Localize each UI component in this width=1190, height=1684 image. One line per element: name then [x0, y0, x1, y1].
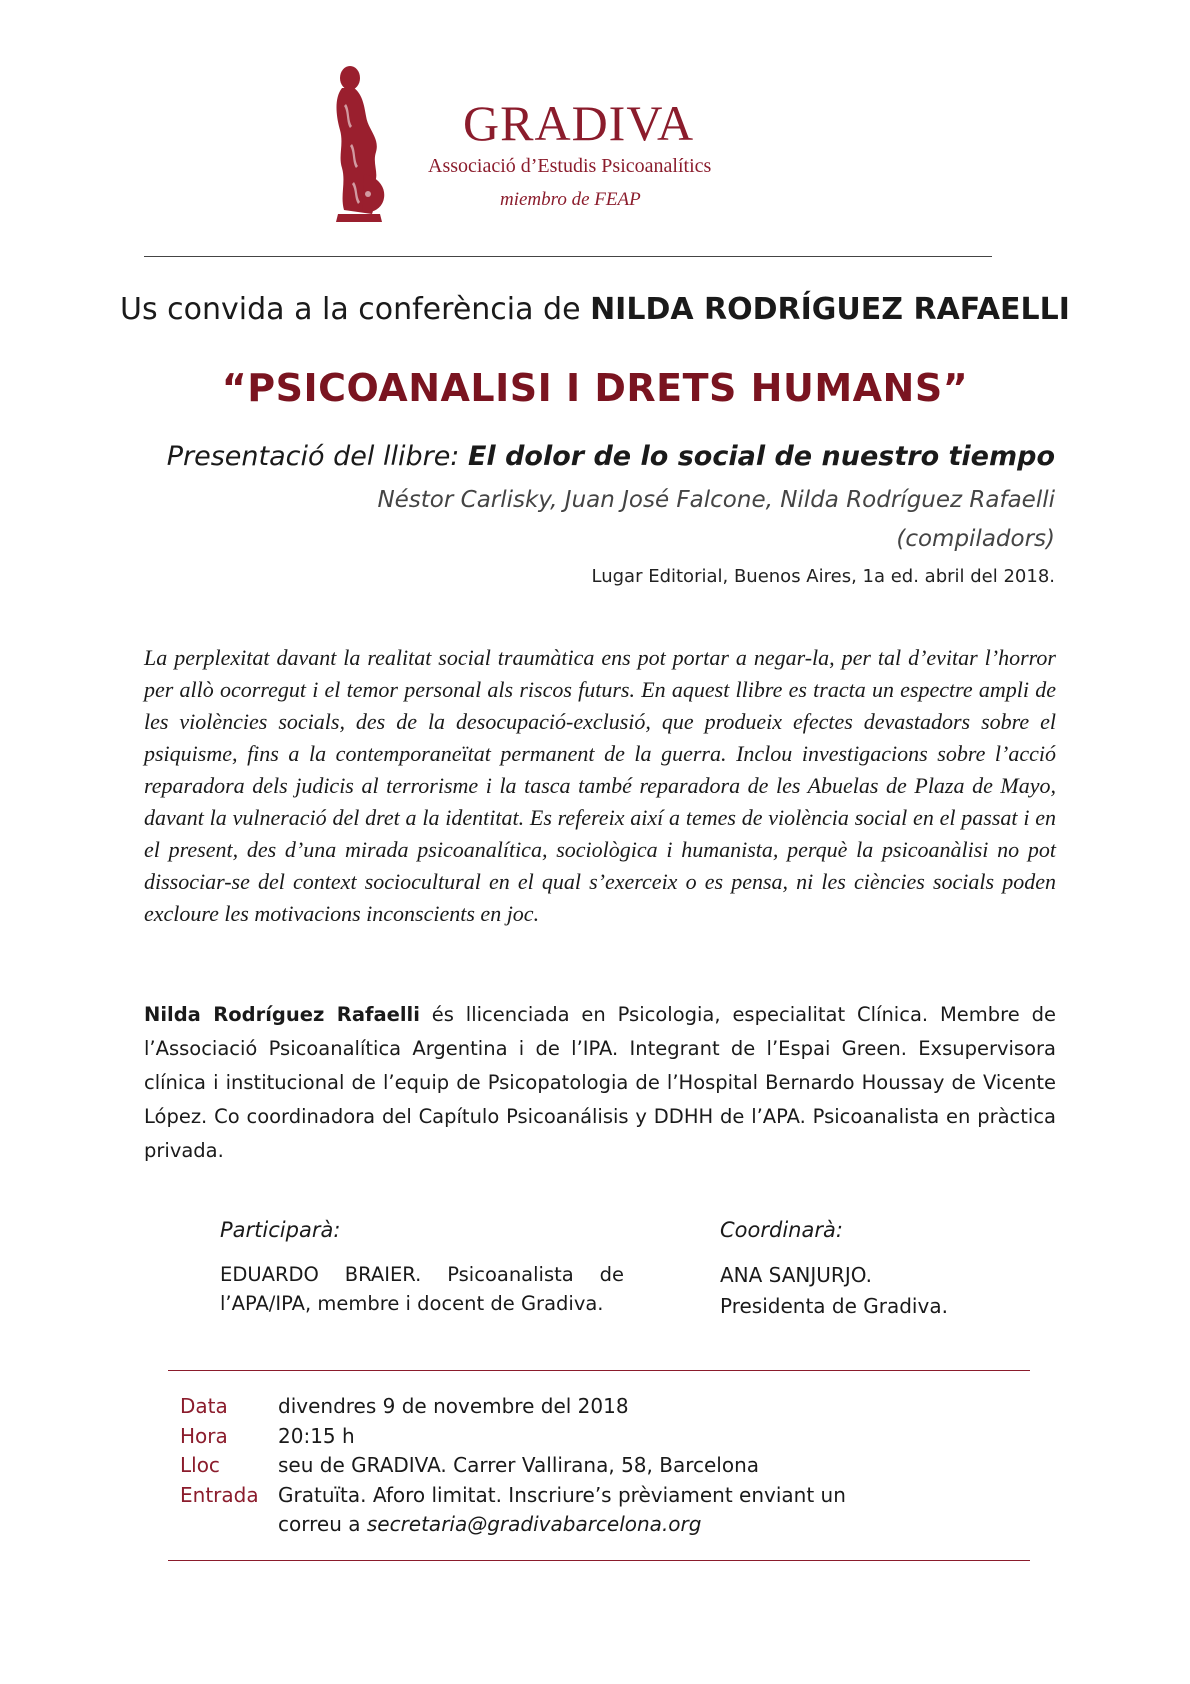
participant-heading: Participarà:	[220, 1218, 341, 1242]
conference-title: “PSICOANALISI I DRETS HUMANS”	[221, 366, 969, 410]
book-abstract: La perplexitat davant la realitat social traumàtica ens pot portar a negar-la, per tal d’evitar l’horror per allò ocorregut i el temor personal als riscos futurs. En aquest llibre es tracta un espectre ampli de les violències socials, des de la desocupació-exclusió, que produeix efectes devastadors sobre el psiquisme, fins a la contemporaneïtat permanent de la guerra. Inclou investigacions sobre l’acció reparadora dels judicis al terrorisme i la tasca també reparadora de les Abuelas de Plaza de Mayo, davant la vulneració del dret a la identitat. Es refereix així a temes de violència social en el passat i en el present, des d’una mirada psicoanalítica, sociològica i humanista, perquè la psicoanàlisi no pot dissociar-se del context sociocultural en el qual s’exerceix o es pensa, ni les ciències socials poden excloure les motivacions inconscients en joc.	[144, 645, 1056, 926]
event-details	[180, 1392, 858, 1540]
place-value: seu de GRADIVA. Carrer Vallirana, 58, Barcelona	[278, 1453, 760, 1477]
place-label: Lloc	[180, 1453, 220, 1477]
date-value: divendres 9 de novembre del 2018	[278, 1394, 629, 1418]
invite-prefix: Us convida a la conferència de	[120, 292, 591, 327]
book-compilers: (compiladors)	[896, 526, 1055, 552]
details-bottom-divider	[168, 1560, 1030, 1561]
book-presentation	[167, 441, 1055, 472]
book-authors: Néstor Carlisky, Juan José Falcone, Nilda Rodríguez Rafaelli	[377, 487, 1055, 513]
entry-text: Gratuïta. Aforo limitat. Inscriure’s prèviament enviant un correu a	[278, 1482, 846, 1536]
book-prefix: Presentació del llibre:	[166, 441, 468, 472]
header-divider	[144, 256, 992, 257]
date-label: Data	[180, 1394, 228, 1418]
details-top-divider	[168, 1370, 1030, 1371]
org-subtitle: Associació d’Estudis Psicoanalítics	[428, 155, 712, 177]
entry-value	[278, 1481, 858, 1540]
entry-label: Entrada	[180, 1482, 259, 1507]
book-title: El dolor de lo social de nuestro tiempo	[467, 441, 1055, 472]
place-row	[180, 1451, 858, 1481]
gradiva-statue-logo	[324, 64, 396, 224]
contact-email-link[interactable]: secretaria@gradivabarcelona.org	[366, 1512, 702, 1536]
time-row	[180, 1422, 858, 1452]
book-publisher: Lugar Editorial, Buenos Aires, 1a ed. abril del 2018.	[591, 566, 1055, 587]
participant-text: EDUARDO BRAIER. Psicoanalista de l’APA/IPA, membre i docent de Gradiva.	[220, 1263, 624, 1315]
date-row	[180, 1392, 858, 1422]
coordinator-name: ANA SANJURJO.	[720, 1263, 873, 1287]
bio-name: Nilda Rodríguez Rafaelli	[144, 1003, 420, 1026]
entry-row	[180, 1481, 858, 1540]
coordinator-role: Presidenta de Gradiva.	[720, 1294, 948, 1318]
org-member: miembro de FEAP	[500, 189, 641, 210]
speaker-bio	[144, 998, 1056, 1168]
invite-line	[0, 292, 1190, 327]
coordinator-heading: Coordinarà:	[720, 1218, 843, 1242]
coordinator-text	[720, 1260, 948, 1322]
time-label: Hora	[180, 1423, 228, 1448]
org-name: GRADIVA	[463, 95, 695, 151]
bio-text: és llicenciada en Psicologia, especialitat Clínica. Membre de l’Associació Psicoanalítica Argentina i de l’IPA. Integrant de l’Espai Green. Exsupervisora clínica i institucional de l’equip de Psicopatologia de l’Hospital Bernardo Houssay de Vicente López. Co coordinadora del Capítulo Psicoanálisis y DDHH de l’APA. Psicoanalista en pràctica privada.	[144, 1003, 1056, 1162]
time-value: 20:15 h	[278, 1423, 355, 1448]
speaker-name: NILDA RODRÍGUEZ RAFAELLI	[590, 292, 1070, 327]
